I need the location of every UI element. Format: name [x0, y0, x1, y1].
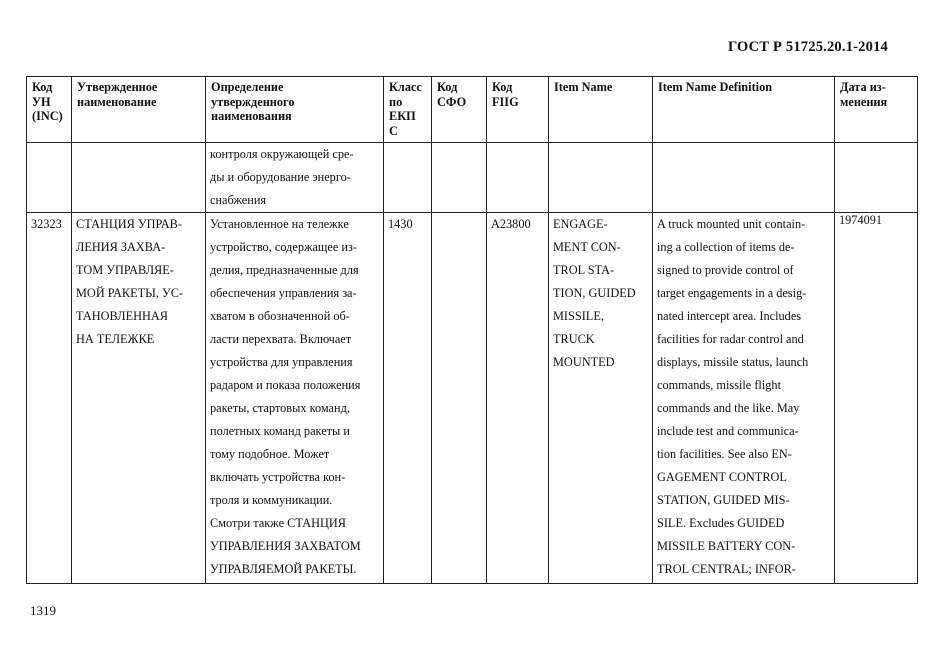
cell-fiig-code: A23800: [487, 213, 549, 584]
cell-approved-name: СТАНЦИЯ УПРАВ- ЛЕНИЯ ЗАХВА- ТОМ УПРАВЛЯЕ- МОЙ РАКЕТЫ, УС- ТАНОВЛЕННАЯ НА ТЕЛЕЖКЕ: [72, 213, 206, 584]
col-header-definition: Определение утвержденного наименования: [206, 77, 384, 143]
cell-ekps-class: 1430: [384, 213, 432, 584]
col-header-approved-name: Утвержденное наименование: [72, 77, 206, 143]
cell-fiig-code: [487, 143, 549, 213]
cell-item-name: ENGAGE- MENT CON- TROL STA- TION, GUIDED MISSILE, TRUCK MOUNTED: [549, 213, 653, 584]
document-code: ГОСТ Р 51725.20.1-2014: [727, 39, 888, 55]
table-row-continuation: [27, 143, 918, 213]
cell-sfo-code: [432, 143, 487, 213]
col-header-sfo-code: Код СФО: [432, 77, 487, 143]
col-header-item-name-definition: Item Name Definition: [653, 77, 835, 143]
cell-sfo-code: [432, 213, 487, 584]
cell-item-name: [549, 143, 653, 213]
cell-approved-name: [72, 143, 206, 213]
cell-definition: контроля окружающей сре- ды и оборудование энерго- снабжения: [206, 143, 384, 213]
col-header-change-date: Дата из- менения: [835, 77, 918, 143]
cell-change-date: [835, 143, 918, 213]
table-header-row: [27, 77, 918, 143]
col-header-fiig-code: Код FIIG: [487, 77, 549, 143]
col-header-item-name: Item Name: [549, 77, 653, 143]
page-number: 1319: [30, 603, 56, 618]
col-header-inc: Код УН (INC): [27, 77, 72, 143]
cell-item-name-definition: [653, 143, 835, 213]
cell-inc: 32323: [27, 213, 72, 584]
table-row: [27, 213, 918, 584]
cell-item-name-definition: A truck mounted unit contain- ing a collection of items de- signed to provide control of target engagements in a desig- nated intercept area. Includes facilities for radar control and displays, missile status, launch commands, missile flight commands and the like. May include test and communica- tion facilities. See also EN- GAGEMENT CONTROL STATION, GUIDED MIS- SILE. Excludes GUIDED MISSILE BATTERY CON- TROL CENTRAL; INFOR-: [653, 213, 835, 584]
cell-change-date: 1974091: [835, 213, 918, 584]
catalog-table: [26, 76, 918, 584]
cell-inc: [27, 143, 72, 213]
cell-ekps-class: [384, 143, 432, 213]
col-header-ekps-class: Класс по ЕКП С: [384, 77, 432, 143]
cell-definition: Установленное на тележке устройство, содержащее из- делия, предназначенные для обеспечения управления за- хватом в обозначенной об- ласти перехвата. Включает устройства для управления радаром и показа положения ракеты, стартовых команд, полетных команд ракеты и тому подобное. Может включать устройства кон- троля и коммуникации. Смотри также СТАНЦИЯ УПРАВЛЕНИЯ ЗАХВАТОМ УПРАВЛЯЕМОЙ РАКЕТЫ.: [206, 213, 384, 584]
